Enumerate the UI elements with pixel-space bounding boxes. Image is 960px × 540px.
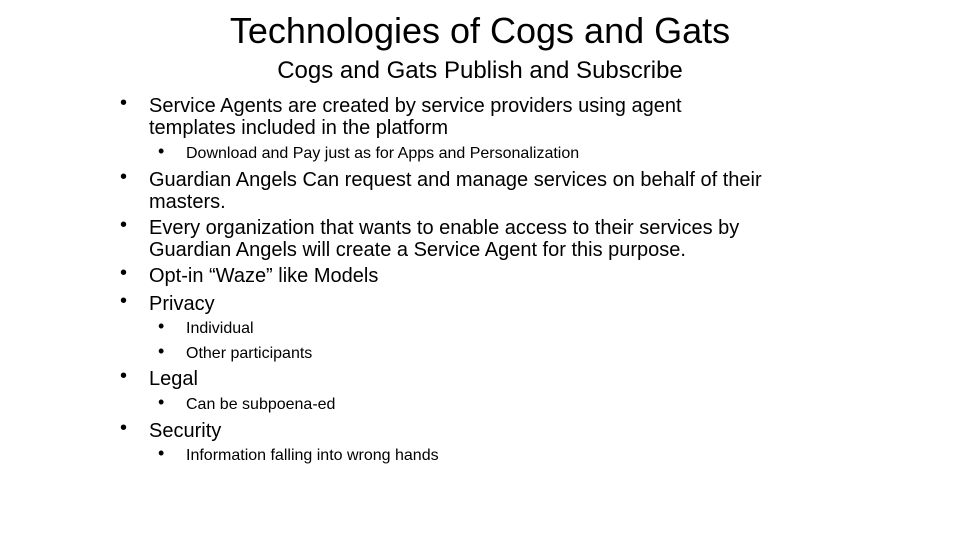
slide-title: Technologies of Cogs and Gats [229,10,731,51]
sub-bullet-icon: • [158,141,165,161]
bullet-icon: • [120,290,128,312]
bullet-item: Service Agents are created by service providers using agent templates included in the platform [149,95,682,139]
sub-bullet-icon: • [158,443,165,463]
bullet-item: Legal [149,368,198,390]
sub-bullet-item: Individual [186,320,254,337]
sub-bullet-item: Information falling into wrong hands [186,447,439,464]
sub-bullet-icon: • [158,316,165,336]
bullet-item: Opt-in “Waze” like Models [149,265,379,287]
bullet-icon: • [120,92,128,114]
sub-bullet-item: Other participants [186,345,313,362]
bullet-item: Every organization that wants to enable access to their services by Guardian Angels will create a Service Agent for this purpose. [149,217,740,261]
sub-bullet-item: Can be subpoena-ed [186,396,336,413]
bullet-icon: • [120,417,128,439]
sub-bullet-icon: • [158,392,165,412]
bullet-item: Privacy [149,293,215,315]
bullet-icon: • [120,262,128,284]
sub-bullet-item: Download and Pay just as for Apps and Personalization [186,145,580,162]
bullet-icon: • [120,214,128,236]
bullet-item: Guardian Angels Can request and manage services on behalf of their masters. [149,169,762,213]
slide-subtitle: Cogs and Gats Publish and Subscribe [277,57,683,84]
sub-bullet-icon: • [158,341,165,361]
bullet-item: Security [149,420,222,442]
bullet-icon: • [120,365,128,387]
bullet-icon: • [120,166,128,188]
